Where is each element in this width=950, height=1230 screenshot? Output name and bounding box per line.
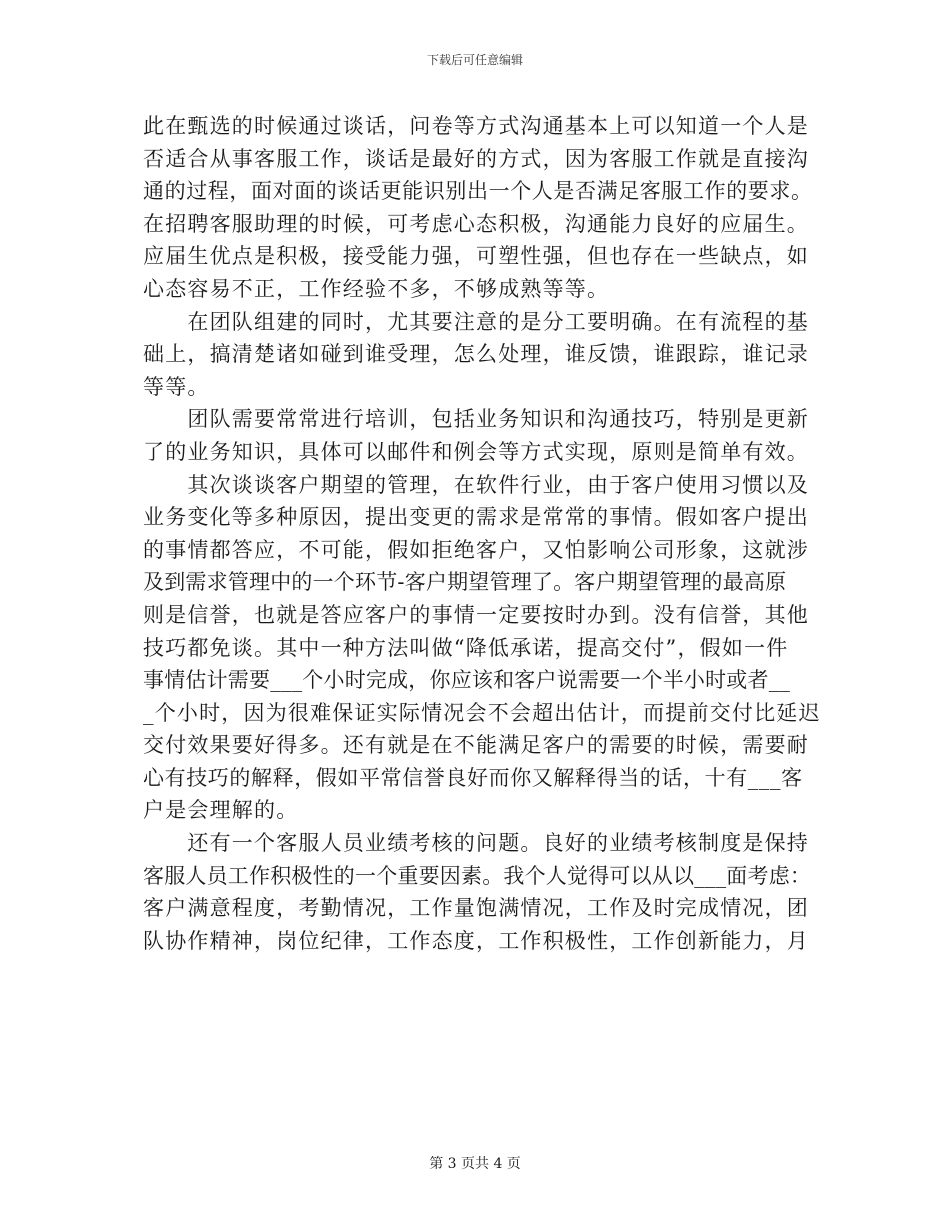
document-body	[143, 110, 821, 957]
text-line: 其次谈谈客户期望的管理，在软件行业，由于客户使用习惯以及	[143, 472, 809, 497]
text-line: 事情估计需要___个小时完成，你应该和客户说需要一个半小时或者__	[143, 668, 791, 693]
text-line: 则是信誉，也就是答应客户的事情一定要按时办到。没有信誉，其他	[143, 602, 809, 627]
text-line: 客户满意程度，考勤情况，工作量饱满情况，工作及时完成情况，团	[143, 896, 809, 921]
page-header: 下载后可任意编辑	[426, 53, 523, 67]
text-line: 了的业务知识，具体可以邮件和例会等方式实现，原则是简单有效。	[143, 439, 809, 464]
text-line: 否适合从事客服工作，谈话是最好的方式，因为客服工作就是直接沟	[143, 146, 809, 171]
text-line: _个小时，因为很难保证实际情况会不会超出估计，而提前交付比延迟	[143, 700, 821, 725]
text-line: 础上，搞清楚诸如碰到谁受理，怎么处理，谁反馈，谁跟踪，谁记录	[143, 342, 809, 367]
text-line: 等等。	[143, 374, 210, 399]
text-line: 此在甄选的时候通过谈话，问卷等方式沟通基本上可以知道一个人是	[143, 114, 809, 138]
text-line: 交付效果要好得多。还有就是在不能满足客户的需要的时候，需要耐	[143, 733, 809, 758]
text-line: 的事情都答应，不可能，假如拒绝客户，又怕影响公司形象，这就涉	[143, 537, 809, 562]
text-line: 在招聘客服助理的时候，可考虑心态积极，沟通能力良好的应届生。	[143, 211, 809, 236]
text-line: 应届生优点是积极，接受能力强，可塑性强，但也存在一些缺点，如	[143, 244, 809, 269]
text-line: 业务变化等多种原因，提出变更的需求是常常的事情。假如客户提出	[143, 505, 809, 530]
text-line: 在团队组建的同时，尤其要注意的是分工要明确。在有流程的基	[143, 309, 809, 334]
text-line: 通的过程，面对面的谈话更能识别出一个人是否满足客服工作的要求。	[143, 179, 813, 204]
text-line: 心有技巧的解释，假如平常信誉良好而你又解释得当的话，十有___客	[143, 765, 803, 790]
text-line: 户是会理解的。	[143, 798, 299, 823]
text-line: 团队需要常常进行培训，包括业务知识和沟通技巧，特别是更新	[143, 407, 809, 432]
text-line: 还有一个客服人员业绩考核的问题。良好的业绩考核制度是保持	[143, 831, 809, 856]
text-line: 队协作精神，岗位纪律，工作态度，工作积极性，工作创新能力，月	[143, 928, 809, 953]
text-line: 及到需求管理中的一个环节-客户期望管理了。客户期望管理的最高原	[143, 570, 787, 595]
text-line: 技巧都免谈。其中一种方法叫做“降低承诺，提高交付”，假如一件	[143, 635, 789, 660]
page-footer: 第 3 页共 4 页	[429, 1156, 521, 1172]
text-line: 心态容易不正，工作经验不多，不够成熟等等。	[143, 276, 610, 301]
text-line: 客服人员工作积极性的一个重要因素。我个人觉得可以从以___面考虑：	[143, 863, 812, 888]
